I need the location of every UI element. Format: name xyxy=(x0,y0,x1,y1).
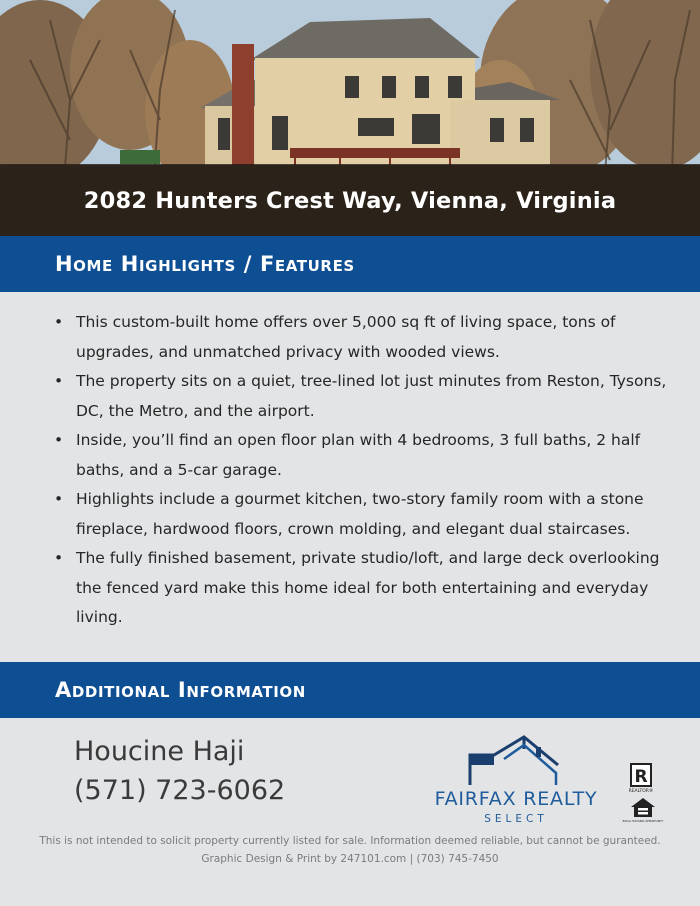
feature-text: Inside, you’ll find an open floor plan with 4 bedrooms, 3 full baths, 2 half baths, and a 5-car garage. xyxy=(76,431,641,479)
realtor-letter: R xyxy=(634,767,648,787)
fairfax-realty-logo-icon xyxy=(424,735,608,787)
feature-text: This custom-built home offers over 5,000 sq ft of living space, tons of upgrades, and unmatched privacy with wooded views. xyxy=(76,313,616,361)
realtor-caption: REALTOR® xyxy=(628,789,654,794)
equal-housing-icon xyxy=(622,797,664,825)
bullet: • xyxy=(54,549,64,567)
design-credit: Graphic Design & Print by 247101.com | (703) 745-7450 xyxy=(201,853,499,865)
feature-text: The fully finished basement, private studio/loft, and large deck overlooking the fenced yard make this home ideal for both entertaining and everyday living. xyxy=(76,549,660,626)
highlights-title: Home Highlights / Features xyxy=(55,252,355,276)
brand-tagline: SELECT xyxy=(484,813,548,825)
eho-caption: EQUAL HOUSING OPPORTUNITY xyxy=(622,820,664,823)
brand-name: FAIRFAX REALTY xyxy=(434,788,598,810)
feature-item xyxy=(54,426,676,485)
additional-info-section-header xyxy=(0,662,700,718)
feature-text: The property sits on a quiet, tree-lined lot just minutes from Reston, Tysons, DC, the Metro, and the airport. xyxy=(76,372,667,420)
hero-photo xyxy=(0,0,700,236)
bullet: • xyxy=(54,490,64,508)
disclaimer-text: This is not intended to solicit property currently listed for sale. Information deemed reliable, but cannot be guranteed. xyxy=(39,835,661,847)
bullet: • xyxy=(54,372,64,390)
features-list xyxy=(54,308,676,633)
address-banner xyxy=(0,164,700,236)
agent-name: Houcine Haji xyxy=(74,736,245,767)
additional-info-title: Additional Information xyxy=(55,678,306,702)
highlights-section-header xyxy=(0,236,700,292)
property-address: 2082 Hunters Crest Way, Vienna, Virginia xyxy=(83,188,617,214)
feature-item xyxy=(54,308,676,367)
realtor-icon xyxy=(630,763,654,793)
bullet: • xyxy=(54,313,64,331)
feature-text: Highlights include a gourmet kitchen, two-story family room with a stone fireplace, hardwood floors, crown molding, and elegant dual staircases. xyxy=(76,490,644,538)
feature-item xyxy=(54,544,676,633)
feature-item xyxy=(54,367,676,426)
bullet: • xyxy=(54,431,64,449)
agent-phone[interactable]: (571) 723-6062 xyxy=(74,775,286,806)
feature-item xyxy=(54,485,676,544)
features-section xyxy=(0,292,700,662)
